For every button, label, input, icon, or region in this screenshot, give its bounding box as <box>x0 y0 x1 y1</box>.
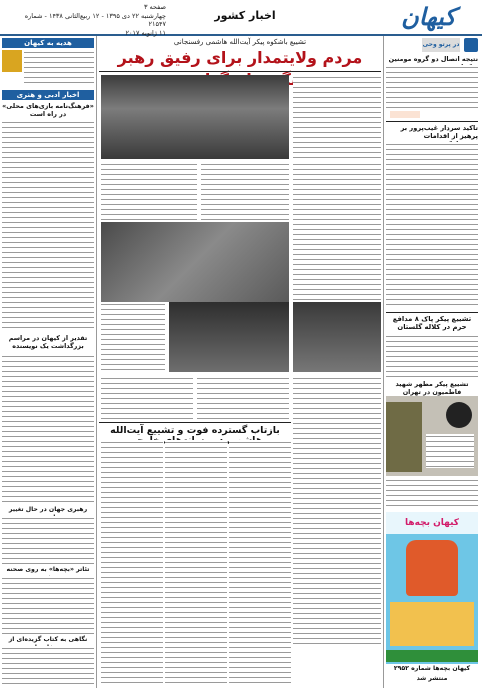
secondary-headline: بازتاب گسترده فوت و تشییع آیت‌الله <box>110 425 280 436</box>
ad-strip <box>386 650 478 662</box>
left-column <box>2 38 94 688</box>
seal-emblem-icon <box>446 402 472 428</box>
ad-caption <box>386 664 478 687</box>
ad-caption-line1: کیهان بچه‌ها شماره ۲۹۵۲ <box>393 665 471 672</box>
ad-logo: کیهان بچه‌ها <box>386 512 478 534</box>
story-a-body <box>2 516 94 564</box>
gift-box-title: هدیه به کیهان <box>2 38 94 48</box>
lead-intro-text <box>293 75 381 159</box>
story4-title: تشییع پیکر مطهر شهید فاطمیون در تهران <box>395 380 469 396</box>
issue-date: چهارشنبه ۲۲ دی ۱۳۹۵ - ۱۲ ربیع‌الثانی ۱۴۳۸ - شماره ۲۱۵۴۷ <box>24 11 166 28</box>
lead-headline: مردم ولایتمدار برای رفیق رهبر <box>117 48 363 67</box>
story1-body <box>386 65 478 109</box>
poster-text <box>426 434 474 468</box>
story2-title: تاکید سردار غیب‌پرور بر پرهیز از اقدامات <box>400 124 478 141</box>
rule <box>386 121 478 122</box>
section-title: اخبار کشور <box>214 9 276 22</box>
lead-body-col1 <box>293 162 381 302</box>
literary-news-title: اخبار ادبی و هنری <box>2 90 94 100</box>
column-divider-left <box>96 36 97 688</box>
gift-icon <box>2 50 22 72</box>
ad-cartoon-figure <box>406 540 458 596</box>
photo-coffin <box>293 302 381 372</box>
quran-box-header <box>386 38 478 52</box>
rule <box>99 422 291 423</box>
story-c-body <box>2 646 94 686</box>
column-divider-right <box>383 36 384 688</box>
story1-title: نتیجه اتصال دو گروه مومنین <box>388 55 478 63</box>
secondary-body-col2 <box>165 440 227 686</box>
kayhan-kids-ad[interactable] <box>386 512 478 687</box>
newspaper-logo: کیهان <box>401 2 456 31</box>
quran-emblem-icon <box>464 38 478 52</box>
story-b-body <box>2 576 94 634</box>
lead-body-col7 <box>101 376 193 420</box>
literary-story-title: «فرهنگ‌نامه بازی‌های محلی» در راه است <box>2 102 94 118</box>
story-c-title: نگاهی به کتاب گزیده‌ای از <box>8 636 88 643</box>
photo-funeral-crowd <box>101 222 289 302</box>
page-number: صفحه ۳ <box>143 3 166 11</box>
lead-body-col3 <box>101 162 197 220</box>
lead-body-col4 <box>101 302 165 372</box>
lead-kicker: تشییع باشکوه پیکر آیت‌الله هاشمی رفسنجانی <box>173 38 307 46</box>
martyr-poster <box>386 396 478 476</box>
center-section <box>99 38 381 688</box>
notice-body <box>2 354 94 504</box>
martyr-portrait <box>386 402 422 472</box>
photo-prayer-crowd <box>101 75 289 159</box>
literary-story-body <box>2 120 94 330</box>
masthead <box>0 0 482 36</box>
rule <box>99 71 381 72</box>
quran-box-label: در پرتو وحی <box>422 38 460 52</box>
dateline <box>6 3 166 37</box>
secondary-body-col1 <box>229 440 291 686</box>
rule <box>386 312 478 313</box>
secondary-body-col3 <box>101 440 163 686</box>
ad-caption-line2: منتشر شد <box>416 675 448 682</box>
photo-procession <box>169 302 289 372</box>
story4-body <box>386 478 478 508</box>
ad-illustration <box>390 602 474 646</box>
notice-title: تقدیر از کیهان در مراسم بزرگداشت یک نویسنده <box>8 334 88 350</box>
right-column <box>386 38 478 688</box>
story-a-title: رهبری جهان در حال تغییر <box>8 506 88 513</box>
story-b-title: تئاتر «بچه‌ها» به روی صحنه <box>6 566 90 573</box>
lead-body-col5 <box>293 376 381 648</box>
story2-body <box>386 142 478 308</box>
story3-body <box>386 334 478 378</box>
gregorian-date: ۱۱ ژانویه ۲۰۱۷ <box>125 28 166 37</box>
story3-title: تشییع پیکر پاک ۸ مدافع حرم در کلاله گلستان <box>392 315 472 332</box>
lead-body-col6 <box>197 376 289 420</box>
quran-citation-tag <box>390 111 420 118</box>
gift-box-text <box>24 50 94 86</box>
